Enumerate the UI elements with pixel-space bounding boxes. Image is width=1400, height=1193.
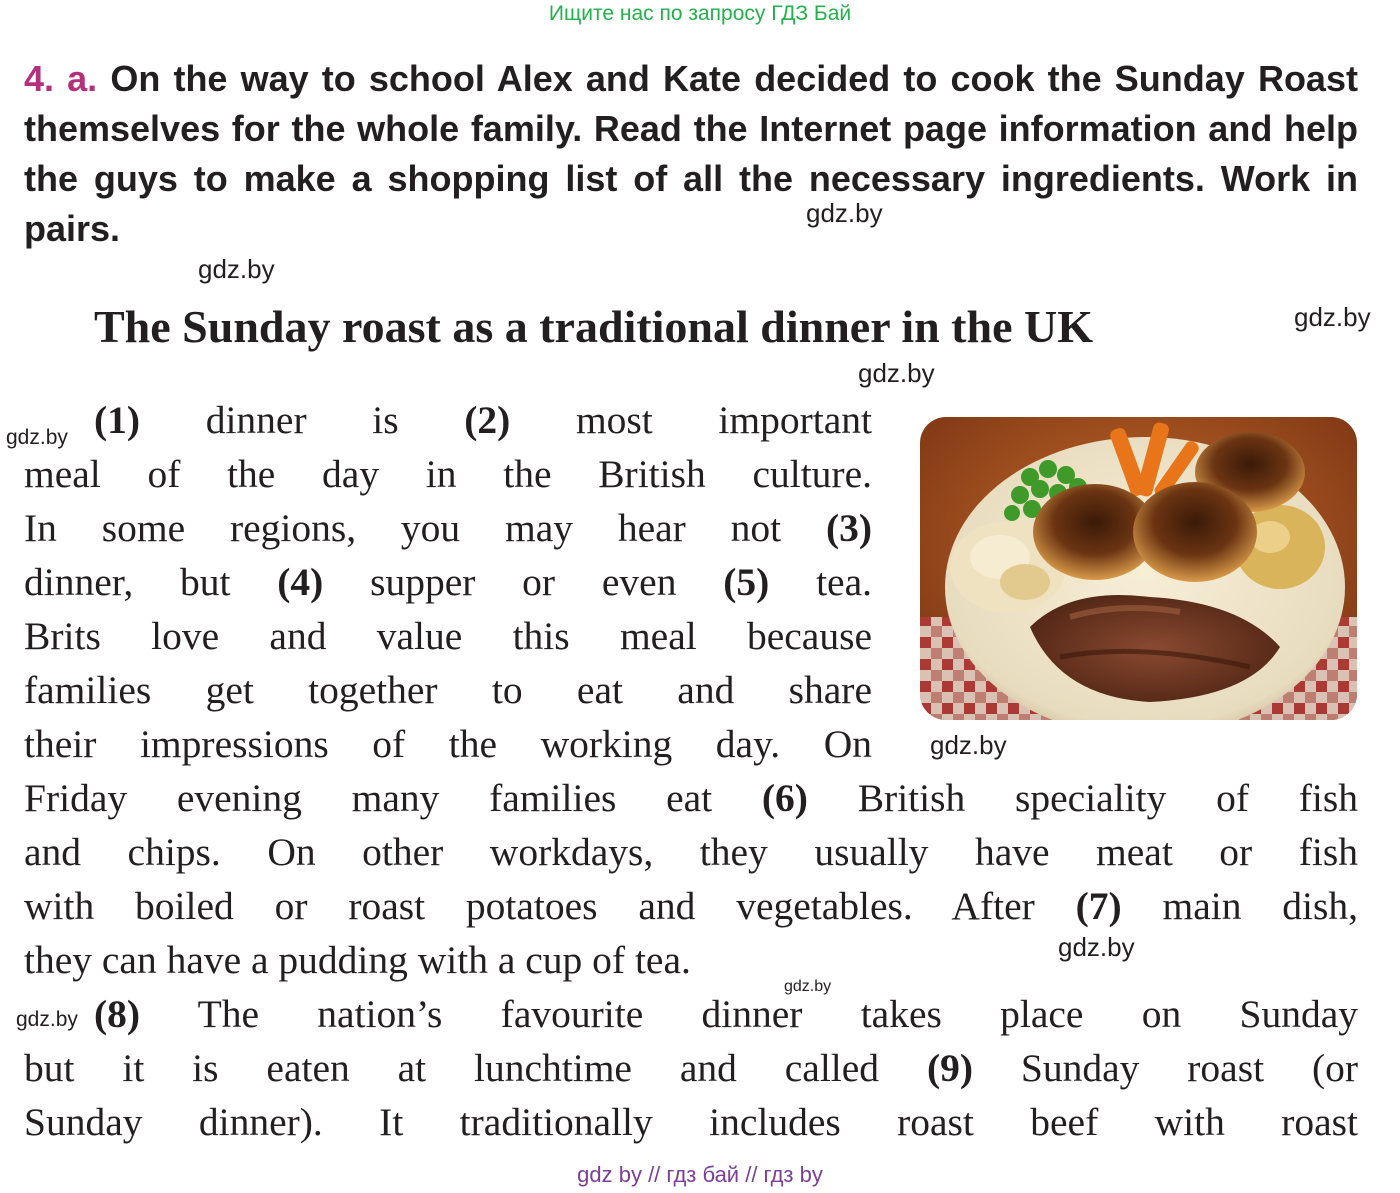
watermark: gdz.by [806, 198, 883, 228]
watermark: gdz.by [16, 1008, 78, 1031]
watermark: gdz.by [858, 358, 935, 388]
watermark: gdz.by [784, 978, 832, 995]
watermark: gdz.by [1294, 302, 1371, 332]
text-line: (1) dinner is (2) most important [94, 398, 872, 442]
text-line: Brits love and value this meal because [24, 614, 872, 658]
text-line: they can have a pudding with a cup of tea. [24, 938, 691, 982]
article-title: The Sunday roast as a traditional dinner in the UK [94, 301, 1093, 352]
watermark: gdz.by [6, 426, 68, 449]
text-line: their impressions of the working day. On [24, 722, 872, 766]
text-line: meal of the day in the British culture. [24, 452, 872, 496]
task-number: 4. a. [24, 58, 98, 99]
watermark: gdz.by [930, 730, 1007, 760]
text-line: (8) The nation’s favourite dinner takes place on Sunday [94, 992, 1358, 1036]
text-line: Friday evening many families eat (6) British speciality of fish [24, 776, 1358, 820]
text-line: Sunday dinner). It traditionally includes roast beef with roast [24, 1100, 1358, 1144]
search-banner: Ищите нас по запросу ГДЗ Бай [548, 2, 852, 25]
watermark: gdz.by [1058, 932, 1135, 962]
footer-watermark: gdz by // гдз бай // гдз by [577, 1162, 823, 1187]
text-line: but it is eaten at lunchtime and called (9) Sunday roast (or [24, 1046, 1359, 1090]
text-line: and chips. On other workdays, they usually have meat or fish [24, 830, 1358, 874]
text-line: dinner, but (4) supper or even (5) tea. [24, 560, 872, 604]
text-line: with boiled or roast potatoes and vegetables. After (7) main dish, [24, 884, 1358, 928]
task-instruction [24, 54, 1358, 254]
roast-dinner-illustration [920, 417, 1357, 720]
task-text: On the way to school Alex and Kate decided to cook the Sunday Roast themselves for the whole family. Read the Internet page information and help the guys to make a shopping list of all the necessary ingredients. Work in pairs. [24, 58, 1358, 249]
text-line: families get together to eat and share [24, 668, 872, 712]
watermark: gdz.by [198, 254, 275, 284]
text-line: In some regions, you may hear not (3) [24, 506, 872, 550]
sunday-roast-photo [920, 417, 1357, 720]
